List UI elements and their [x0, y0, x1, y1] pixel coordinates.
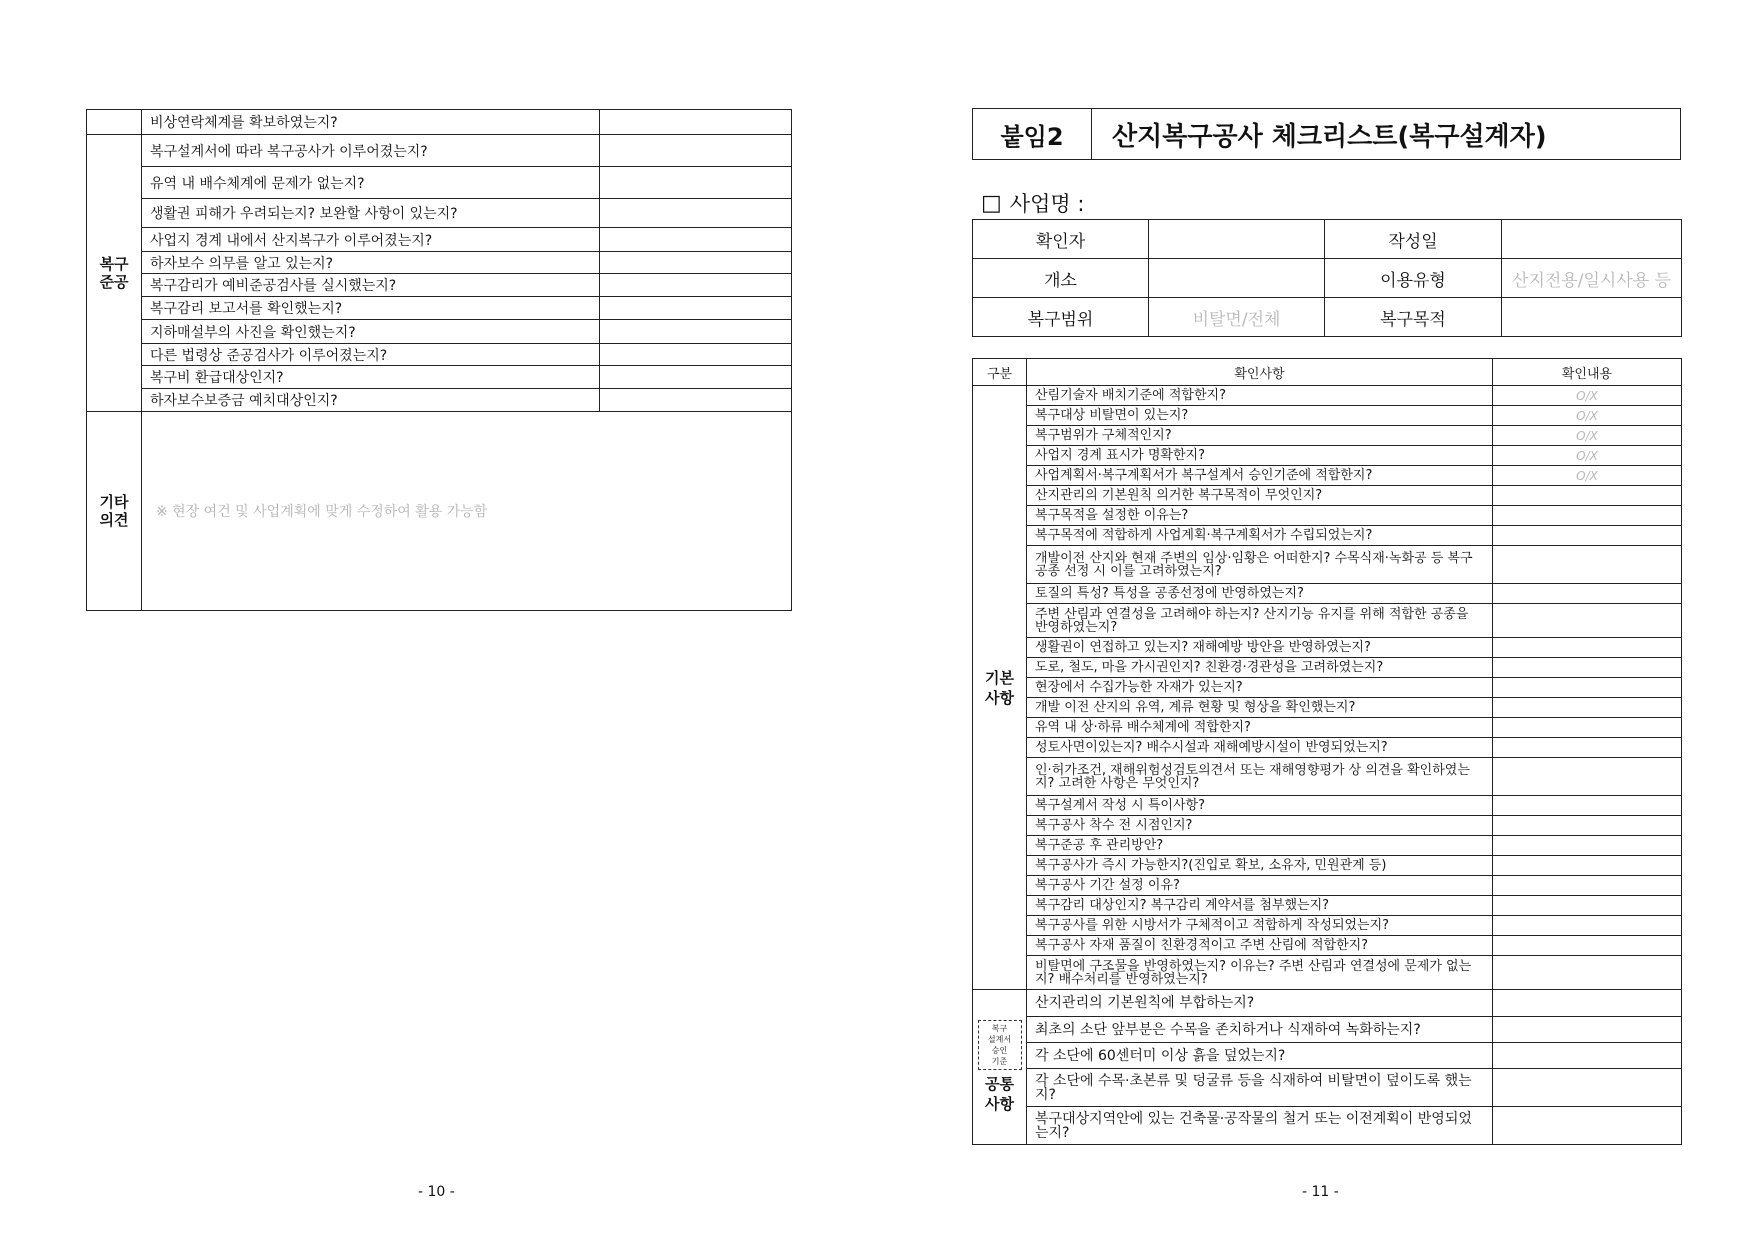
answer-cell[interactable] [1493, 1107, 1682, 1145]
table-row [973, 1017, 1682, 1043]
answer-cell[interactable]: O/X [1493, 426, 1682, 446]
category-completion-label: 복구 준공 [99, 255, 129, 291]
check-item: 지하매설부의 사진을 확인했는지? [142, 320, 600, 344]
check-item: 각 소단에 수목·초본류 및 덩굴류 등을 식재하여 비탈면이 덮이도록 했는지? [1027, 1069, 1493, 1107]
check-item: 인·허가조건, 재해위험성검토의견서 또는 재해영향평가 상 의견을 확인하였는지? 고려한 사항은 무엇인지? [1027, 758, 1493, 796]
scope-label: 복구범위 [973, 298, 1149, 337]
answer-cell[interactable] [600, 366, 792, 389]
table-row [973, 466, 1682, 486]
table-row [87, 274, 792, 297]
check-item: 복구공사 자재 품질이 친환경적이고 주변 산림에 적합한지? [1027, 936, 1493, 956]
table-row [973, 936, 1682, 956]
table-row [87, 110, 792, 135]
answer-cell[interactable] [1493, 486, 1682, 506]
table-row [973, 956, 1682, 990]
table-row [973, 406, 1682, 426]
table-row [87, 389, 792, 412]
check-item: 각 소단에 60센터미 이상 흙을 덮었는지? [1027, 1043, 1493, 1069]
table-row [87, 135, 792, 167]
check-item: 복구감리가 예비준공검사를 실시했는지? [142, 274, 600, 297]
answer-cell[interactable] [1493, 1043, 1682, 1069]
other-opinion-note[interactable]: ※ 현장 여건 및 사업계획에 맞게 수정하여 활용 가능함 [142, 412, 792, 611]
table-row [973, 546, 1682, 584]
table-row [973, 856, 1682, 876]
check-item: 복구대상지역안에 있는 건축물·공작물의 철거 또는 이전계획이 반영되었는지? [1027, 1107, 1493, 1145]
left-checklist-body [87, 110, 792, 611]
table-row [973, 1069, 1682, 1107]
location-field[interactable] [1149, 259, 1325, 298]
check-item: 복구설계서에 따라 복구공사가 이루어졌는지? [142, 135, 600, 167]
info-row [973, 259, 1682, 298]
header-item: 확인사항 [1027, 359, 1493, 386]
category-completion [87, 135, 142, 412]
table-row [973, 876, 1682, 896]
table-row [973, 718, 1682, 738]
checkbox-icon: □ [981, 190, 1002, 216]
answer-cell[interactable] [1493, 546, 1682, 584]
table-row [973, 1043, 1682, 1069]
table-row [87, 297, 792, 320]
answer-cell[interactable]: O/X [1493, 406, 1682, 426]
answer-cell[interactable] [600, 228, 792, 252]
answer-cell[interactable] [1493, 956, 1682, 990]
answer-cell[interactable] [600, 110, 792, 135]
table-row [973, 1107, 1682, 1145]
answer-cell[interactable] [1493, 718, 1682, 738]
check-item: 유역 내 상·하류 배수체계에 적합한지? [1027, 718, 1493, 738]
header-content: 확인내용 [1493, 359, 1682, 386]
check-item: 복구비 환급대상인지? [142, 366, 600, 389]
table-row [973, 738, 1682, 758]
answer-cell[interactable] [1493, 796, 1682, 816]
check-item: 비탈면에 구조물을 반영하였는지? 이유는? 주변 산림과 연결성에 문제가 없는지? 배수처리를 반영하였는지? [1027, 956, 1493, 990]
table-row [973, 758, 1682, 796]
page-title: 산지복구공사 체크리스트(복구설계자) [1112, 121, 1547, 152]
answer-cell[interactable] [1493, 1069, 1682, 1107]
table-row [87, 167, 792, 199]
table-row [973, 896, 1682, 916]
info-row [973, 298, 1682, 337]
answer-cell[interactable] [600, 320, 792, 344]
check-item: 사업지 경계 내에서 산지복구가 이루어졌는지? [142, 228, 600, 252]
table-row [87, 344, 792, 366]
attachment-label: 붙임2 [973, 109, 1092, 159]
check-item: 복구목적에 적합하게 사업계획·복구계획서가 수립되었는지? [1027, 526, 1493, 546]
checklist-body [973, 386, 1682, 1145]
table-row [87, 199, 792, 228]
table-row [973, 698, 1682, 718]
answer-cell[interactable]: O/X [1493, 386, 1682, 406]
checklist-table [972, 358, 1682, 1145]
usage-type-label: 이용유형 [1325, 259, 1502, 298]
check-item: 성토사면이있는지? 배수시설과 재해예방시설이 반영되었는지? [1027, 738, 1493, 758]
check-item: 개발 이전 산지의 유역, 계류 현황 및 형상을 확인했는지? [1027, 698, 1493, 718]
check-item: 생활권이 연접하고 있는지? 재해예방 방안을 반영하였는지? [1027, 638, 1493, 658]
usage-type-field[interactable]: 산지전용/일시사용 등 [1502, 259, 1682, 298]
answer-cell[interactable] [1493, 816, 1682, 836]
answer-cell[interactable] [1493, 876, 1682, 896]
category-common-label: 공통 사항 [985, 1075, 1014, 1113]
answer-cell[interactable] [1493, 896, 1682, 916]
table-row [973, 446, 1682, 466]
answer-cell[interactable] [1493, 856, 1682, 876]
check-item: 복구감리 보고서를 확인했는지? [142, 297, 600, 320]
check-item: 복구설계서 작성 시 특이사항? [1027, 796, 1493, 816]
purpose-field[interactable] [1502, 298, 1682, 337]
check-item: 하자보수 의무를 알고 있는지? [142, 252, 600, 274]
answer-cell[interactable] [600, 199, 792, 228]
table-row [973, 816, 1682, 836]
category-basic-label: 기본 사항 [985, 668, 1014, 707]
scope-field[interactable]: 비탈면/전체 [1149, 298, 1325, 337]
table-row [973, 386, 1682, 406]
check-item: 다른 법령상 준공검사가 이루어졌는지? [142, 344, 600, 366]
answer-cell[interactable] [600, 135, 792, 167]
check-item: 산지관리의 기본원칙 의거한 복구목적이 무엇인지? [1027, 486, 1493, 506]
check-item: 최초의 소단 앞부분은 수목을 존치하거나 식재하여 녹화하는지? [1027, 1017, 1493, 1043]
check-item: 하자보수보증금 예치대상인지? [142, 389, 600, 412]
check-item: 현장에서 수집가능한 자재가 있는지? [1027, 678, 1493, 698]
check-item: 산지관리의 기본원칙에 부합하는지? [1027, 990, 1493, 1017]
category-basic [973, 386, 1027, 990]
table-row [973, 796, 1682, 816]
check-item: 생활권 피해가 우려되는지? 보완할 사항이 있는지? [142, 199, 600, 228]
answer-cell[interactable] [600, 344, 792, 366]
table-row [973, 506, 1682, 526]
answer-cell[interactable] [1493, 658, 1682, 678]
answer-cell[interactable] [1493, 584, 1682, 604]
check-item: 사업계획서·복구계획서가 복구설계서 승인기준에 적합한지? [1027, 466, 1493, 486]
check-item: 복구준공 후 관리방안? [1027, 836, 1493, 856]
answer-cell[interactable] [1493, 738, 1682, 758]
page-number-right: - 11 - [1302, 1184, 1339, 1200]
table-row [87, 366, 792, 389]
left-checklist-table [86, 109, 792, 611]
title-box [972, 108, 1681, 160]
table-row [973, 604, 1682, 638]
page-number-left: - 10 - [418, 1184, 455, 1200]
answer-cell[interactable] [1493, 638, 1682, 658]
check-item: 산림기술자 배치기준에 적합한지? [1027, 386, 1493, 406]
answer-cell[interactable] [1493, 526, 1682, 546]
answer-cell[interactable]: O/X [1493, 466, 1682, 486]
answer-cell[interactable] [600, 274, 792, 297]
table-row [973, 916, 1682, 936]
check-item: 개발이전 산지와 현재 주변의 임상·임황은 어떠한지? 수목식재·녹화공 등 복구공종 선정 시 이를 고려하였는지? [1027, 546, 1493, 584]
table-row [973, 526, 1682, 546]
answer-cell[interactable] [600, 389, 792, 412]
check-item: 복구범위가 구체적인지? [1027, 426, 1493, 446]
table-row [87, 412, 792, 611]
answer-cell[interactable] [600, 167, 792, 199]
purpose-label: 복구목적 [1325, 298, 1502, 337]
category-common [973, 990, 1027, 1145]
table-row [973, 990, 1682, 1017]
answer-cell[interactable] [1493, 936, 1682, 956]
table-row [973, 658, 1682, 678]
check-item: 복구공사를 위한 시방서가 구체적이고 적합하게 작성되었는지? [1027, 916, 1493, 936]
info-table [972, 219, 1682, 337]
header-category: 구분 [973, 359, 1027, 386]
info-row [973, 220, 1682, 259]
answer-cell[interactable] [1493, 990, 1682, 1017]
location-label: 개소 [973, 259, 1149, 298]
answer-cell[interactable] [1493, 916, 1682, 936]
table-row [973, 678, 1682, 698]
blank-category-cell [87, 110, 142, 135]
check-item: 비상연락체계를 확보하였는지? [142, 110, 600, 135]
answer-cell[interactable] [1493, 604, 1682, 638]
answer-cell[interactable] [1493, 506, 1682, 526]
project-name-label: 사업명 : [1009, 192, 1085, 216]
project-name-line [981, 188, 1084, 218]
table-row [973, 426, 1682, 446]
answer-cell[interactable] [1493, 758, 1682, 796]
answer-cell[interactable] [600, 252, 792, 274]
check-item: 사업지 경계 표시가 명확한지? [1027, 446, 1493, 466]
table-row [87, 320, 792, 344]
table-row [973, 584, 1682, 604]
check-item: 토질의 특성? 특성을 공종선정에 반영하였는지? [1027, 584, 1493, 604]
approval-criteria-stamp: 복구 설계서 승인 기준 [978, 1020, 1022, 1070]
check-item: 주변 산림과 연결성을 고려해야 하는지? 산지기능 유지를 위해 적합한 공종을 반영하였는지? [1027, 604, 1493, 638]
checklist-header-row [973, 359, 1682, 386]
answer-cell[interactable] [1493, 836, 1682, 856]
table-row [973, 638, 1682, 658]
check-item: 복구대상 비탈면이 있는지? [1027, 406, 1493, 426]
table-row [973, 836, 1682, 856]
check-item: 도로, 철도, 마을 가시권인지? 친환경·경관성을 고려하였는지? [1027, 658, 1493, 678]
checker-label: 확인자 [973, 220, 1149, 259]
category-other-label: 기타 의견 [99, 493, 129, 529]
check-item: 복구공사 착수 전 시점인지? [1027, 816, 1493, 836]
check-item: 복구감리 대상인지? 복구감리 계약서를 첨부했는지? [1027, 896, 1493, 916]
table-row [87, 252, 792, 274]
check-item: 유역 내 배수체계에 문제가 없는지? [142, 167, 600, 199]
answer-cell[interactable] [600, 297, 792, 320]
answer-cell[interactable]: O/X [1493, 446, 1682, 466]
table-row [87, 228, 792, 252]
table-row [973, 486, 1682, 506]
check-item: 복구목적을 설정한 이유는? [1027, 506, 1493, 526]
check-item: 복구공사 기간 설정 이유? [1027, 876, 1493, 896]
answer-cell[interactable] [1493, 698, 1682, 718]
answer-cell[interactable] [1493, 678, 1682, 698]
check-item: 복구공사가 즉시 가능한지?(진입로 확보, 소유자, 민원관계 등) [1027, 856, 1493, 876]
date-field[interactable] [1502, 220, 1682, 259]
date-label: 작성일 [1325, 220, 1502, 259]
answer-cell[interactable] [1493, 1017, 1682, 1043]
checker-field[interactable] [1149, 220, 1325, 259]
category-other [87, 412, 142, 611]
